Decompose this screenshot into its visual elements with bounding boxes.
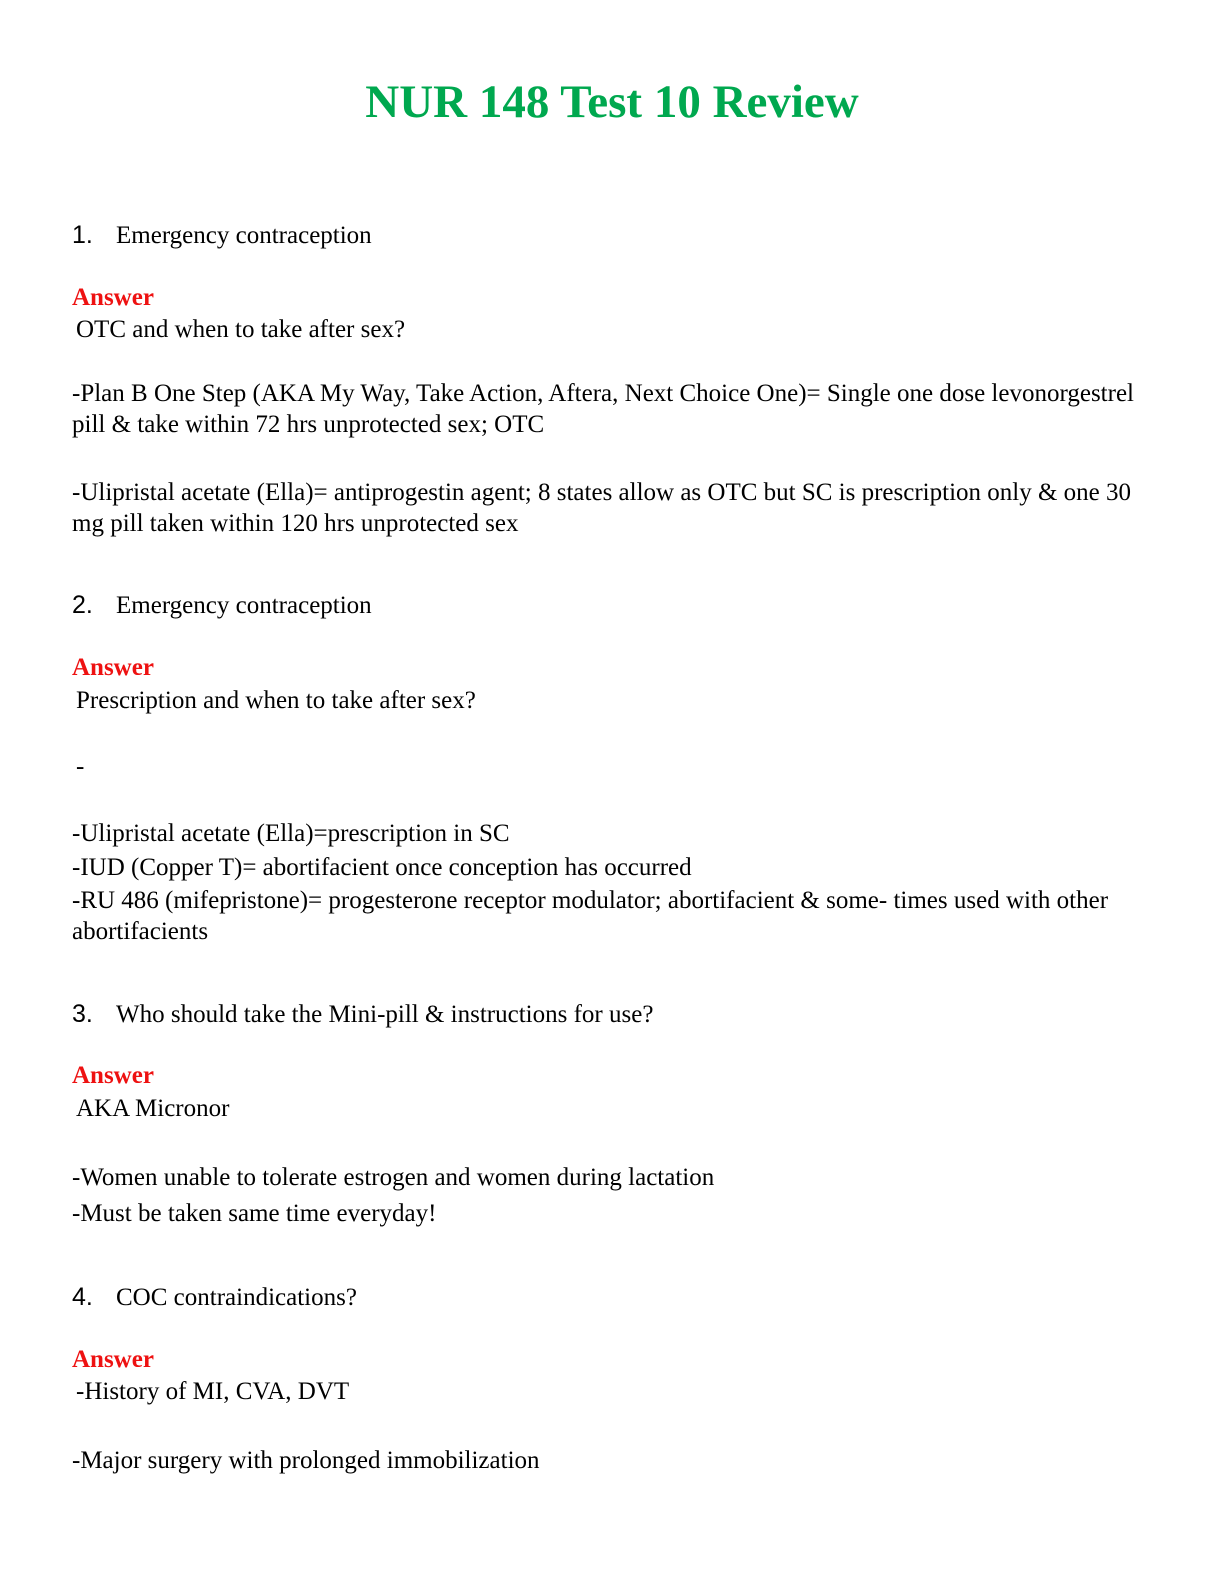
answer-label: Answer <box>72 284 154 311</box>
question-text: Emergency contraception <box>116 592 372 619</box>
answer-line: -Ulipristal acetate (Ella)= antiprogestin agent; 8 states allow as OTC but SC is prescription only & one 30 mg pill taken within 120 hrs unprotected sex <box>72 479 1132 537</box>
question-text: Emergency contraception <box>116 222 372 249</box>
answer-line: Prescription and when to take after sex? <box>76 687 476 714</box>
question-4 <box>72 1282 357 1313</box>
question-1 <box>72 220 372 251</box>
answer-line: -Major surgery with prolonged immobilization <box>72 1447 540 1474</box>
question-2 <box>72 590 372 621</box>
answer-line: -Ulipristal acetate (Ella)=prescription in SC <box>72 820 510 847</box>
question-number: 2. <box>72 591 93 619</box>
answer-line: -RU 486 (mifepristone)= progesterone receptor modulator; abortifacient & some- times used with other abortifacients <box>72 887 1109 945</box>
question-number: 1. <box>72 221 93 249</box>
page-title: NUR 148 Test 10 Review <box>365 76 859 128</box>
question-number: 3. <box>72 1000 93 1028</box>
question-number: 4. <box>72 1283 93 1311</box>
answer-label: Answer <box>72 1346 154 1373</box>
answer-line: OTC and when to take after sex? <box>76 316 406 343</box>
question-text: Who should take the Mini-pill & instructions for use? <box>116 1001 654 1028</box>
question-3 <box>72 999 653 1030</box>
answer-line: -Must be taken same time everyday! <box>72 1200 437 1227</box>
answer-line: -History of MI, CVA, DVT <box>76 1378 350 1405</box>
answer-label: Answer <box>72 654 154 681</box>
answer-line: -Plan B One Step (AKA My Way, Take Action, Aftera, Next Choice One)= Single one dose levonorgestrel pill & take within 72 hrs unprotected sex; OTC <box>72 380 1134 438</box>
answer-line: AKA Micronor <box>76 1095 230 1122</box>
answer-label: Answer <box>72 1062 154 1089</box>
answer-line: -Women unable to tolerate estrogen and women during lactation <box>72 1164 715 1191</box>
answer-line: - <box>76 753 85 780</box>
question-text: COC contraindications? <box>116 1284 357 1311</box>
answer-line: -IUD (Copper T)= abortifacient once conception has occurred <box>72 854 692 881</box>
